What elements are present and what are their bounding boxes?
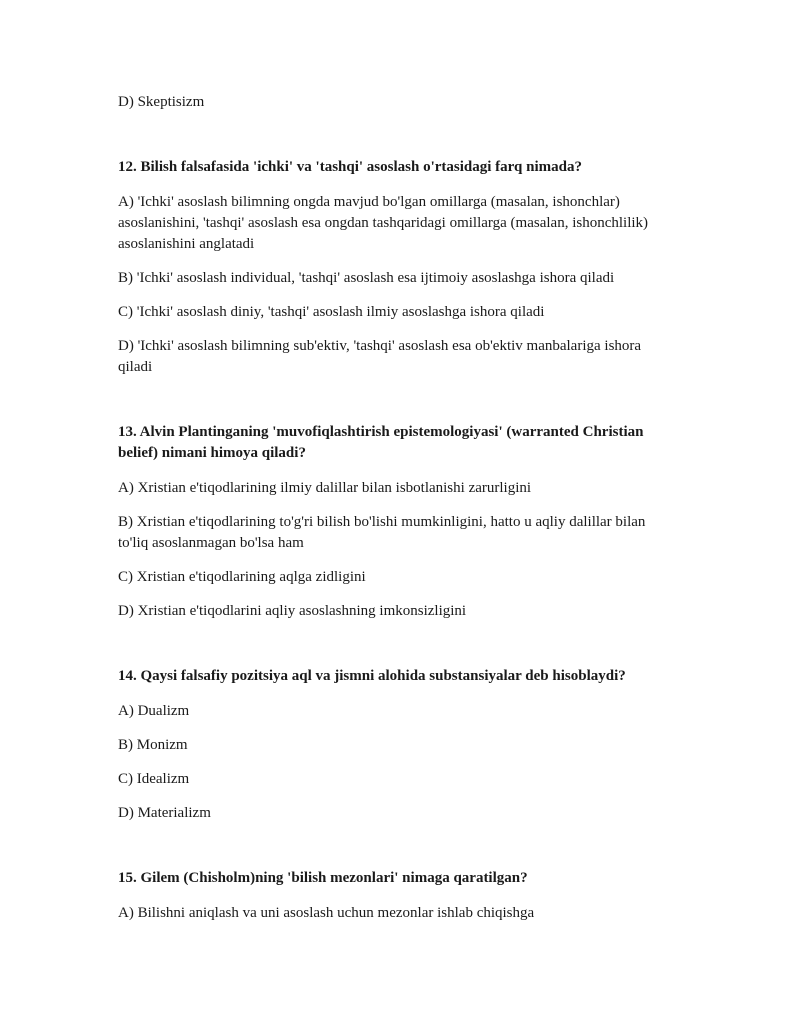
answer-option: D) Skeptisizm <box>118 94 205 110</box>
answer-option: D) Xristian e'tiqodlarini aqliy asoslashning imkonsizligini <box>118 603 467 619</box>
question-title: 12. Bilish falsafasida 'ichki' va 'tashqi' asoslash o'rtasidagi farq nimada? <box>118 159 582 175</box>
question-title: 13. Alvin Plantinganing 'muvofiqlashtirish epistemologiyasi' (warranted Christian belief) nimani himoya qiladi? <box>118 424 644 461</box>
question-title: 14. Qaysi falsafiy pozitsiya aql va jismni alohida substansiyalar deb hisoblaydi? <box>118 668 626 684</box>
answer-option: B) Xristian e'tiqodlarining to'g'ri bilish bo'lishi mumkinligini, hatto u aqliy dalillar bilan to'liq asoslanmagan bo'lsa ham <box>118 514 646 551</box>
answer-option: A) 'Ichki' asoslash bilimning ongda mavjud bo'lgan omillarga (masalan, ishonchlar) asoslanishini, 'tashqi' asoslash esa ongdan tashqaridagi omillarga (masalan, ishonchlilik) asoslanishini anglatadi <box>118 194 649 252</box>
answer-option: A) Xristian e'tiqodlarining ilmiy dalillar bilan isbotlanishi zarurligini <box>118 480 532 496</box>
question-block <box>118 666 678 824</box>
answer-option: B) Monizm <box>118 737 188 753</box>
answer-option: C) Idealizm <box>118 771 190 787</box>
answer-option: D) Materializm <box>118 805 211 821</box>
document-page <box>118 92 678 937</box>
answer-option: C) Xristian e'tiqodlarining aqlga zidligini <box>118 569 366 585</box>
question-block <box>118 868 678 924</box>
answer-option: A) Bilishni aniqlash va uni asoslash uchun mezonlar ishlab chiqishga <box>118 905 535 921</box>
answer-option: B) 'Ichki' asoslash individual, 'tashqi' asoslash esa ijtimoiy asoslashga ishora qiladi <box>118 270 615 286</box>
question-block <box>118 157 678 378</box>
answer-option: C) 'Ichki' asoslash diniy, 'tashqi' asoslash ilmiy asoslashga ishora qiladi <box>118 304 545 320</box>
answer-option: A) Dualizm <box>118 703 190 719</box>
question-title: 15. Gilem (Chisholm)ning 'bilish mezonlari' nimaga qaratilgan? <box>118 870 528 886</box>
answer-option: D) 'Ichki' asoslash bilimning sub'ektiv, 'tashqi' asoslash esa ob'ektiv manbalariga ishora qiladi <box>118 338 642 375</box>
question-block <box>118 422 678 622</box>
